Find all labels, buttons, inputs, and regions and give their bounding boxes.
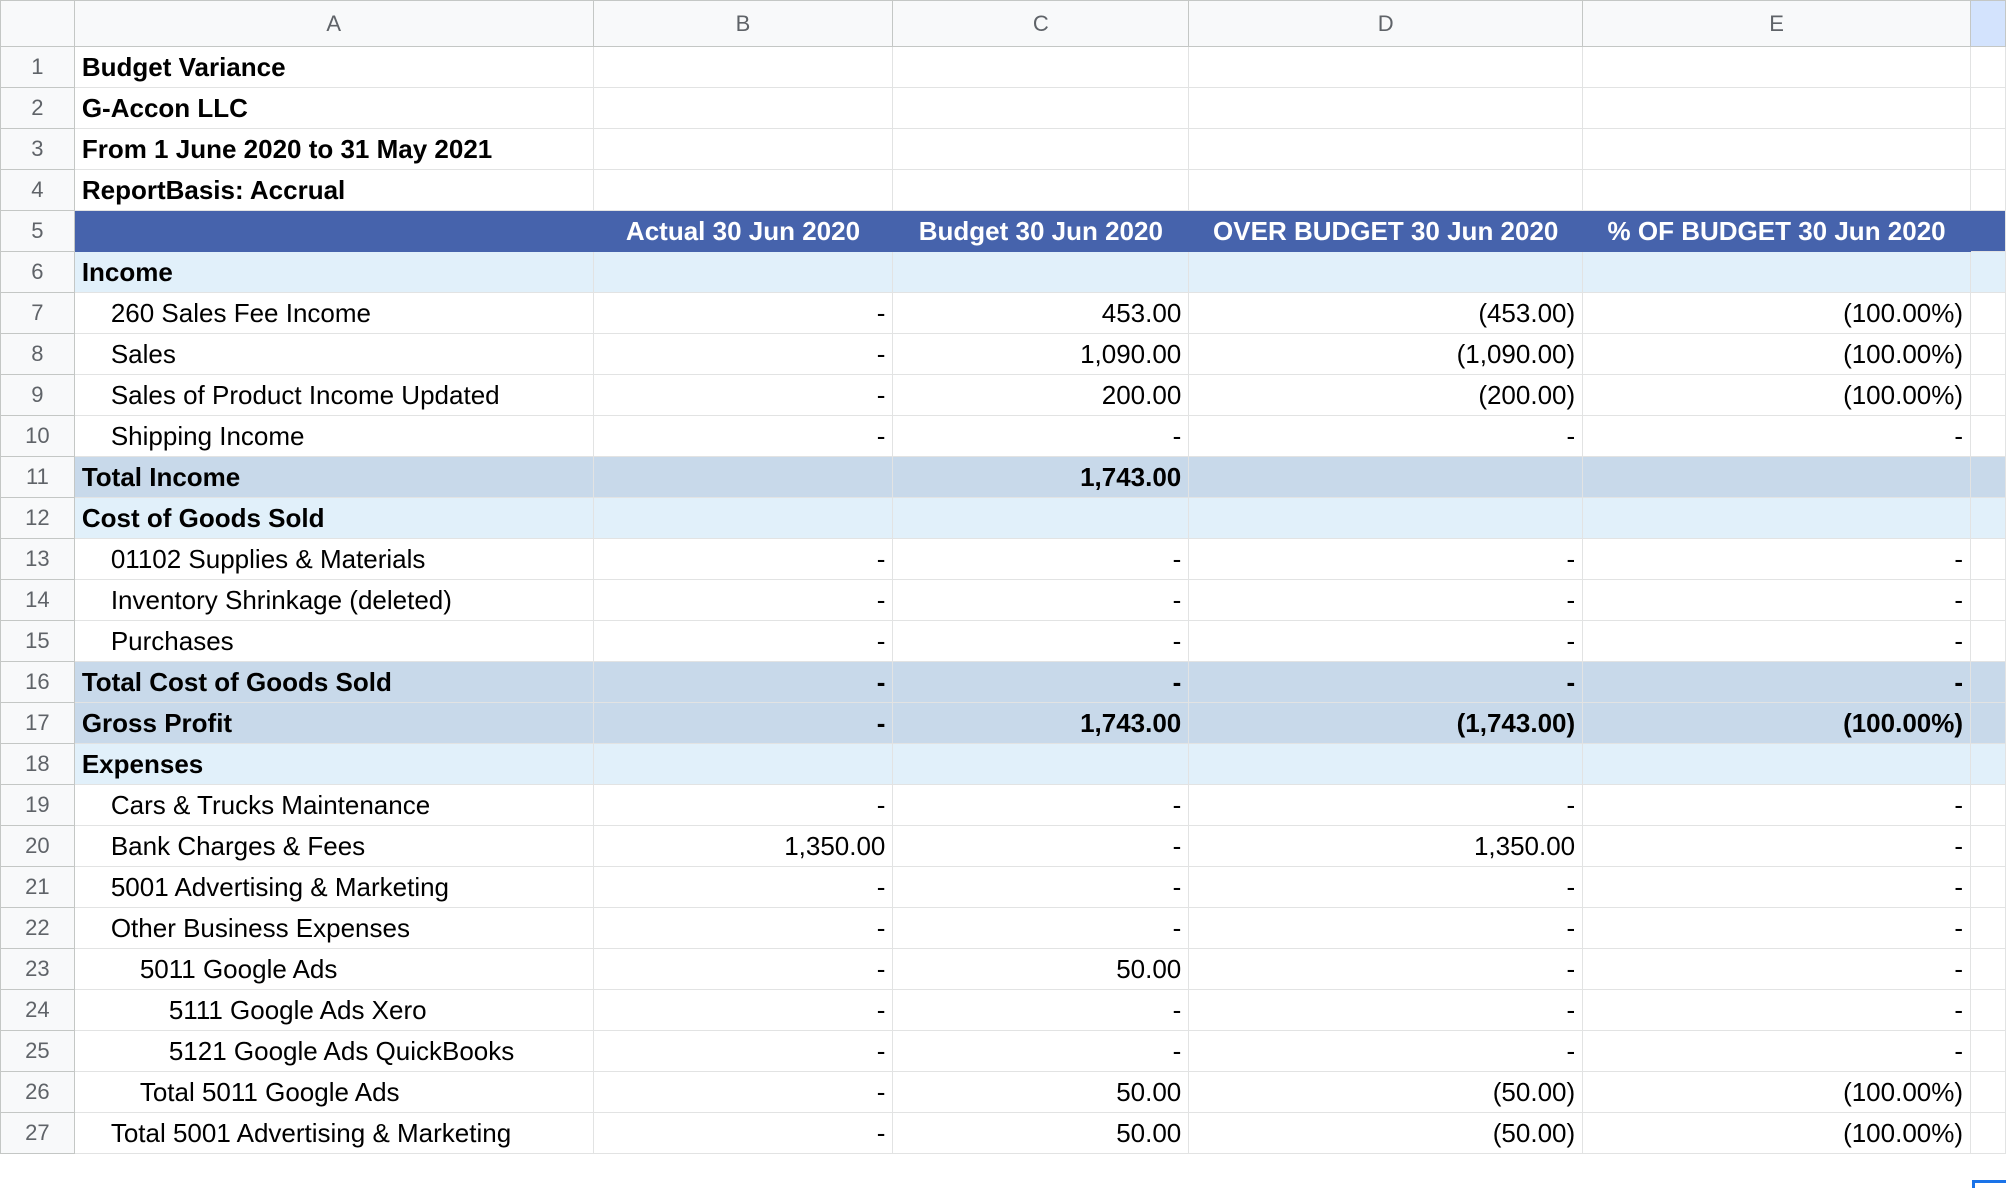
cell-c[interactable]: - [893, 539, 1189, 580]
cell-a[interactable]: Cars & Trucks Maintenance [74, 785, 593, 826]
cell-f[interactable] [1971, 170, 2006, 211]
cell-c[interactable]: 50.00 [893, 1072, 1189, 1113]
cell-d[interactable] [1189, 47, 1583, 88]
cell-f[interactable] [1971, 908, 2006, 949]
table-row [1, 744, 2006, 785]
row-number[interactable]: 20 [1, 826, 75, 867]
cell-d[interactable] [1189, 498, 1583, 539]
cell-a[interactable]: Total Income [74, 457, 593, 498]
cell-a[interactable]: Budget Variance [74, 47, 593, 88]
cell-b[interactable] [593, 47, 893, 88]
row-number[interactable]: 17 [1, 703, 75, 744]
cell-f[interactable] [1971, 1031, 2006, 1072]
table-row [1, 1031, 2006, 1072]
row-number[interactable]: 22 [1, 908, 75, 949]
cell-d[interactable]: (200.00) [1189, 375, 1583, 416]
table-row [1, 580, 2006, 621]
cell-b[interactable]: - [593, 1031, 893, 1072]
row-number[interactable]: 3 [1, 129, 75, 170]
column-header-e[interactable]: E [1583, 1, 1971, 47]
cell-c[interactable]: - [893, 785, 1189, 826]
cell-f[interactable] [1971, 334, 2006, 375]
row-number[interactable]: 25 [1, 1031, 75, 1072]
cell-e[interactable]: (100.00%) [1583, 375, 1971, 416]
cell-a[interactable]: Bank Charges & Fees [74, 826, 593, 867]
column-header-a[interactable]: A [74, 1, 593, 47]
table-row [1, 170, 2006, 211]
row-number[interactable]: 15 [1, 621, 75, 662]
cell-d[interactable] [1189, 129, 1583, 170]
cell-c[interactable] [893, 744, 1189, 785]
table-row [1, 457, 2006, 498]
cell-e[interactable]: - [1583, 990, 1971, 1031]
cell-b[interactable]: - [593, 867, 893, 908]
cell-a[interactable]: 260 Sales Fee Income [74, 293, 593, 334]
row-number[interactable]: 19 [1, 785, 75, 826]
cell-b[interactable] [593, 252, 893, 293]
row-number[interactable]: 26 [1, 1072, 75, 1113]
row-number[interactable]: 14 [1, 580, 75, 621]
cell-a[interactable]: Gross Profit [74, 703, 593, 744]
cell-c[interactable]: Budget 30 Jun 2020 [893, 211, 1189, 252]
cell-f[interactable] [1971, 580, 2006, 621]
cell-b[interactable]: - [593, 539, 893, 580]
cell-b[interactable]: - [593, 785, 893, 826]
table-row [1, 498, 2006, 539]
column-header-b[interactable]: B [593, 1, 893, 47]
cell-c[interactable] [893, 170, 1189, 211]
cell-d[interactable] [1189, 744, 1583, 785]
table-row [1, 252, 2006, 293]
cell-f[interactable] [1971, 1113, 2006, 1154]
table-row [1, 129, 2006, 170]
cell-a[interactable]: Other Business Expenses [74, 908, 593, 949]
cell-c[interactable]: 453.00 [893, 293, 1189, 334]
cell-d[interactable]: (453.00) [1189, 293, 1583, 334]
cell-b[interactable]: - [593, 703, 893, 744]
cell-e[interactable]: (100.00%) [1583, 1072, 1971, 1113]
cell-f[interactable] [1971, 252, 2006, 293]
row-number[interactable]: 23 [1, 949, 75, 990]
cell-a[interactable]: Expenses [74, 744, 593, 785]
table-row [1, 293, 2006, 334]
row-number[interactable]: 10 [1, 416, 75, 457]
cell-e[interactable]: - [1583, 908, 1971, 949]
cell-d[interactable]: (50.00) [1189, 1072, 1583, 1113]
cell-d[interactable]: (1,090.00) [1189, 334, 1583, 375]
cell-a[interactable]: 5121 Google Ads QuickBooks [74, 1031, 593, 1072]
cell-f[interactable] [1971, 47, 2006, 88]
cell-a[interactable] [74, 211, 593, 252]
cell-f[interactable] [1971, 457, 2006, 498]
cell-c[interactable]: - [893, 621, 1189, 662]
table-row [1, 539, 2006, 580]
table-row [1, 1072, 2006, 1113]
cell-d[interactable]: - [1189, 867, 1583, 908]
cell-e[interactable]: - [1583, 621, 1971, 662]
table-row [1, 703, 2006, 744]
cell-c[interactable] [893, 129, 1189, 170]
row-number[interactable]: 11 [1, 457, 75, 498]
cell-e[interactable]: - [1583, 416, 1971, 457]
cell-d[interactable] [1189, 252, 1583, 293]
cell-d[interactable]: OVER BUDGET 30 Jun 2020 [1189, 211, 1583, 252]
cell-b[interactable] [593, 498, 893, 539]
table-row [1, 334, 2006, 375]
cell-e[interactable] [1583, 498, 1971, 539]
cell-b[interactable] [593, 170, 893, 211]
cell-b[interactable] [593, 457, 893, 498]
cell-d[interactable]: - [1189, 662, 1583, 703]
cell-a[interactable]: Sales of Product Income Updated [74, 375, 593, 416]
cell-b[interactable]: - [593, 334, 893, 375]
cell-f[interactable] [1971, 88, 2006, 129]
selected-cell-marker[interactable] [1972, 1180, 2006, 1188]
cell-e[interactable]: - [1583, 539, 1971, 580]
cell-c[interactable]: 50.00 [893, 949, 1189, 990]
table-row [1, 826, 2006, 867]
cell-b[interactable] [593, 129, 893, 170]
cell-c[interactable]: 1,743.00 [893, 703, 1189, 744]
cell-e[interactable] [1583, 47, 1971, 88]
cell-d[interactable]: - [1189, 990, 1583, 1031]
cell-a[interactable]: ReportBasis: Accrual [74, 170, 593, 211]
cell-a[interactable]: G-Accon LLC [74, 88, 593, 129]
row-number[interactable]: 21 [1, 867, 75, 908]
cell-f[interactable] [1971, 662, 2006, 703]
cell-a[interactable]: Total 5011 Google Ads [74, 1072, 593, 1113]
cell-a[interactable]: Inventory Shrinkage (deleted) [74, 580, 593, 621]
cell-c[interactable]: - [893, 580, 1189, 621]
table-row [1, 375, 2006, 416]
cell-d[interactable]: (50.00) [1189, 1113, 1583, 1154]
column-header-f[interactable] [1971, 1, 2006, 47]
cell-d[interactable]: - [1189, 580, 1583, 621]
cell-c[interactable]: - [893, 416, 1189, 457]
cell-e[interactable]: - [1583, 580, 1971, 621]
cell-f[interactable] [1971, 498, 2006, 539]
cell-c[interactable]: - [893, 990, 1189, 1031]
cell-a[interactable]: 5001 Advertising & Marketing [74, 867, 593, 908]
cell-a[interactable]: Sales [74, 334, 593, 375]
cell-b[interactable]: 1,350.00 [593, 826, 893, 867]
cell-b[interactable] [593, 744, 893, 785]
cell-b[interactable]: - [593, 1113, 893, 1154]
cell-f[interactable] [1971, 129, 2006, 170]
cell-d[interactable] [1189, 170, 1583, 211]
row-number[interactable]: 8 [1, 334, 75, 375]
cell-a[interactable]: Income [74, 252, 593, 293]
row-number[interactable]: 18 [1, 744, 75, 785]
cell-f[interactable] [1971, 211, 2006, 252]
table-row [1, 47, 2006, 88]
cell-c[interactable] [893, 88, 1189, 129]
cell-b[interactable] [593, 88, 893, 129]
table-row [1, 867, 2006, 908]
table-row [1, 416, 2006, 457]
cell-e[interactable]: (100.00%) [1583, 1113, 1971, 1154]
cell-d[interactable]: (1,743.00) [1189, 703, 1583, 744]
cell-c[interactable]: - [893, 867, 1189, 908]
cell-e[interactable]: (100.00%) [1583, 703, 1971, 744]
cell-e[interactable]: - [1583, 1031, 1971, 1072]
cell-b[interactable]: - [593, 293, 893, 334]
row-number[interactable]: 24 [1, 990, 75, 1031]
cell-a[interactable]: Total 5001 Advertising & Marketing [74, 1113, 593, 1154]
cell-a[interactable]: 01102 Supplies & Materials [74, 539, 593, 580]
cell-b[interactable]: - [593, 1072, 893, 1113]
cell-f[interactable] [1971, 293, 2006, 334]
cell-c[interactable]: - [893, 908, 1189, 949]
cell-f[interactable] [1971, 826, 2006, 867]
row-number[interactable]: 16 [1, 662, 75, 703]
cell-f[interactable] [1971, 1072, 2006, 1113]
cell-b[interactable]: - [593, 580, 893, 621]
cell-f[interactable] [1971, 621, 2006, 662]
cell-e[interactable] [1583, 252, 1971, 293]
cell-e[interactable] [1583, 457, 1971, 498]
cell-f[interactable] [1971, 416, 2006, 457]
cell-f[interactable] [1971, 867, 2006, 908]
row-number[interactable]: 27 [1, 1113, 75, 1154]
row-number[interactable]: 9 [1, 375, 75, 416]
cell-e[interactable]: - [1583, 662, 1971, 703]
row-number[interactable]: 5 [1, 211, 75, 252]
cell-e[interactable]: - [1583, 826, 1971, 867]
cell-d[interactable]: - [1189, 908, 1583, 949]
table-row [1, 662, 2006, 703]
cell-e[interactable]: - [1583, 785, 1971, 826]
table-row [1, 88, 2006, 129]
cell-d[interactable]: - [1189, 621, 1583, 662]
cell-c[interactable]: - [893, 826, 1189, 867]
row-number[interactable]: 12 [1, 498, 75, 539]
column-header-d[interactable]: D [1189, 1, 1583, 47]
cell-e[interactable]: % OF BUDGET 30 Jun 2020 [1583, 211, 1971, 252]
cell-a[interactable]: 5011 Google Ads [74, 949, 593, 990]
cell-d[interactable] [1189, 88, 1583, 129]
cell-a[interactable]: Total Cost of Goods Sold [74, 662, 593, 703]
cell-b[interactable]: - [593, 662, 893, 703]
table-row [1, 908, 2006, 949]
cell-d[interactable]: - [1189, 416, 1583, 457]
cell-c[interactable] [893, 252, 1189, 293]
cell-a[interactable]: 5111 Google Ads Xero [74, 990, 593, 1031]
cell-c[interactable]: - [893, 662, 1189, 703]
cell-b[interactable]: Actual 30 Jun 2020 [593, 211, 893, 252]
cell-f[interactable] [1971, 375, 2006, 416]
cell-c[interactable]: 1,090.00 [893, 334, 1189, 375]
cell-e[interactable]: - [1583, 867, 1971, 908]
cell-f[interactable] [1971, 949, 2006, 990]
row-number[interactable]: 1 [1, 47, 75, 88]
cell-e[interactable]: (100.00%) [1583, 334, 1971, 375]
cell-d[interactable]: - [1189, 785, 1583, 826]
row-number[interactable]: 13 [1, 539, 75, 580]
table-row [1, 785, 2006, 826]
cell-a[interactable]: Cost of Goods Sold [74, 498, 593, 539]
cell-f[interactable] [1971, 539, 2006, 580]
cell-c[interactable]: 50.00 [893, 1113, 1189, 1154]
cell-f[interactable] [1971, 703, 2006, 744]
cell-c[interactable] [893, 47, 1189, 88]
cell-e[interactable] [1583, 744, 1971, 785]
cell-e[interactable]: (100.00%) [1583, 293, 1971, 334]
row-number[interactable]: 6 [1, 252, 75, 293]
table-row [1, 949, 2006, 990]
table-row [1, 990, 2006, 1031]
cell-b[interactable]: - [593, 375, 893, 416]
cell-b[interactable]: - [593, 621, 893, 662]
cell-c[interactable] [893, 498, 1189, 539]
table-row [1, 621, 2006, 662]
cell-a[interactable]: Shipping Income [74, 416, 593, 457]
cell-b[interactable]: - [593, 990, 893, 1031]
cell-a[interactable]: Purchases [74, 621, 593, 662]
cell-e[interactable] [1583, 88, 1971, 129]
cell-e[interactable] [1583, 129, 1971, 170]
cell-f[interactable] [1971, 744, 2006, 785]
cell-e[interactable]: - [1583, 949, 1971, 990]
cell-d[interactable]: - [1189, 1031, 1583, 1072]
column-header-row [1, 1, 2006, 47]
cell-d[interactable]: 1,350.00 [1189, 826, 1583, 867]
cell-f[interactable] [1971, 990, 2006, 1031]
cell-b[interactable]: - [593, 949, 893, 990]
cell-f[interactable] [1971, 785, 2006, 826]
table-row [1, 211, 2006, 252]
row-number[interactable]: 7 [1, 293, 75, 334]
cell-b[interactable]: - [593, 908, 893, 949]
cell-d[interactable]: - [1189, 539, 1583, 580]
cell-c[interactable]: - [893, 1031, 1189, 1072]
cell-a[interactable]: From 1 June 2020 to 31 May 2021 [74, 129, 593, 170]
cell-c[interactable]: 200.00 [893, 375, 1189, 416]
cell-b[interactable]: - [593, 416, 893, 457]
cell-c[interactable]: 1,743.00 [893, 457, 1189, 498]
row-number[interactable]: 2 [1, 88, 75, 129]
row-number[interactable]: 4 [1, 170, 75, 211]
table-row [1, 1113, 2006, 1154]
cell-d[interactable] [1189, 457, 1583, 498]
column-header-c[interactable]: C [893, 1, 1189, 47]
select-all-corner[interactable] [1, 1, 75, 47]
cell-d[interactable]: - [1189, 949, 1583, 990]
cell-e[interactable] [1583, 170, 1971, 211]
